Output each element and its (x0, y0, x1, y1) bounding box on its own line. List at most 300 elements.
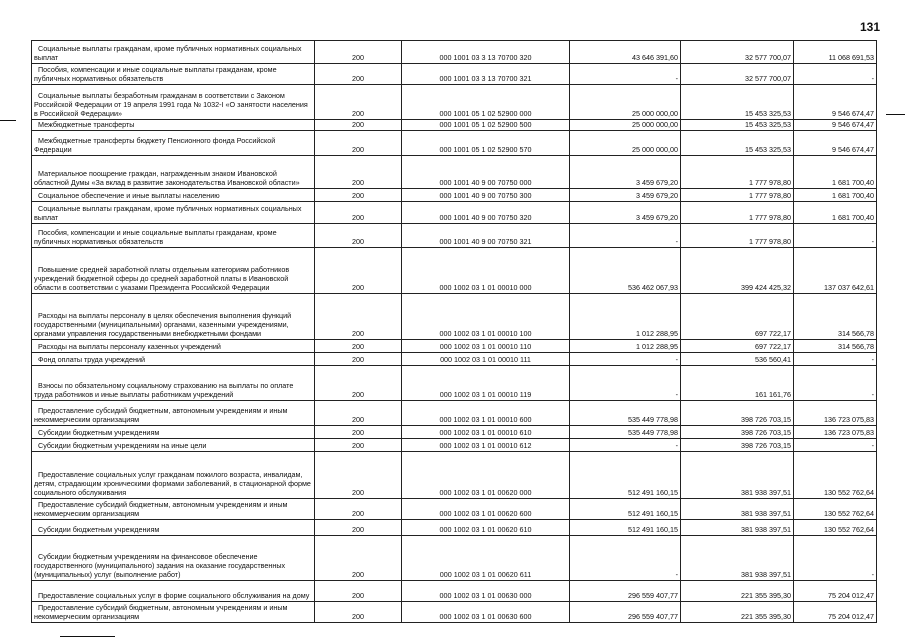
row-approved-cell (570, 120, 681, 130)
row-executed-cell (681, 581, 794, 601)
row-approved-cell (570, 340, 681, 352)
table-row (32, 156, 877, 189)
cell-text: 000 1001 05 1 02 52900 500 (439, 120, 532, 129)
cell-text: Предоставление субсидий бюджетным, автономным учреждениям и иным некоммерческим организациям (34, 406, 288, 424)
row-remaining-cell (794, 536, 877, 580)
row-code-cell (315, 202, 402, 223)
cell-text: 11 068 691,53 (828, 53, 874, 62)
cell-text: 9 546 674,47 (832, 120, 874, 129)
cell-text: 296 559 407,77 (628, 612, 678, 621)
row-remaining-cell (794, 452, 877, 498)
cell-text: - (675, 355, 678, 364)
cell-text: 000 1002 03 1 01 00010 110 (439, 342, 532, 351)
cell-text: 200 (352, 120, 364, 129)
cell-text: 512 491 160,15 (628, 509, 678, 518)
row-classification-cell (402, 602, 570, 622)
cell-text: 200 (352, 283, 364, 292)
cell-text: 1 012 288,95 (636, 329, 678, 338)
row-executed-cell (681, 156, 794, 188)
cell-text: 200 (352, 390, 364, 399)
cell-text: Предоставление субсидий бюджетным, автономным учреждениям и иным некоммерческим организациям (34, 500, 288, 518)
row-remaining-cell (794, 156, 877, 188)
row-name-cell (32, 340, 315, 352)
cell-text: 130 552 762,64 (824, 488, 874, 497)
cell-text: 512 491 160,15 (628, 488, 678, 497)
table-row (32, 294, 877, 340)
table-row (32, 85, 877, 120)
cell-text: 000 1002 03 1 01 00010 600 (439, 415, 532, 424)
cell-text: 000 1001 03 3 13 70700 321 (439, 74, 532, 83)
cell-text: 200 (352, 441, 364, 450)
scan-mark-right (886, 114, 905, 115)
row-executed-cell (681, 520, 794, 535)
cell-text: 000 1002 03 1 01 00010 111 (440, 355, 531, 364)
cell-text: 000 1001 05 1 02 52900 570 (439, 145, 532, 154)
row-executed-cell (681, 366, 794, 400)
cell-text: 130 552 762,64 (824, 509, 874, 518)
row-remaining-cell (794, 499, 877, 519)
row-classification-cell (402, 520, 570, 535)
cell-text: Фонд оплаты труда учреждений (38, 355, 146, 364)
row-remaining-cell (794, 401, 877, 425)
cell-text: 15 453 325,53 (745, 145, 791, 154)
cell-text: 314 566,78 (838, 342, 874, 351)
row-remaining-cell (794, 426, 877, 438)
cell-text: Субсидии бюджетным учреждениям (38, 428, 160, 437)
cell-text: 3 459 679,20 (636, 213, 678, 222)
cell-text: 32 577 700,07 (745, 74, 791, 83)
row-approved-cell (570, 439, 681, 451)
row-classification-cell (402, 202, 570, 223)
cell-text: 512 491 160,15 (628, 525, 678, 534)
row-remaining-cell (794, 120, 877, 130)
row-approved-cell (570, 452, 681, 498)
cell-text: Социальные выплаты безработным гражданам в соответствии с Законом Российской Федерации от 19 апреля 1991 года № 1032-I «О занятости населения в Российской Федерации» (34, 91, 308, 118)
cell-text: 000 1002 03 1 01 00620 611 (439, 570, 532, 579)
row-executed-cell (681, 294, 794, 339)
row-name-cell (32, 248, 315, 293)
cell-text: 398 726 703,15 (741, 415, 791, 424)
row-code-cell (315, 64, 402, 84)
cell-text: 200 (352, 612, 364, 621)
row-approved-cell (570, 581, 681, 601)
row-name-cell (32, 131, 315, 155)
budget-table (31, 40, 877, 623)
row-remaining-cell (794, 248, 877, 293)
row-remaining-cell (794, 294, 877, 339)
row-approved-cell (570, 602, 681, 622)
row-approved-cell (570, 426, 681, 438)
cell-text: 535 449 778,98 (628, 428, 678, 437)
row-remaining-cell (794, 439, 877, 451)
table-row (32, 120, 877, 131)
row-code-cell (315, 602, 402, 622)
row-classification-cell (402, 452, 570, 498)
row-executed-cell (681, 536, 794, 580)
cell-text: 381 938 397,51 (741, 570, 791, 579)
cell-text: Расходы на выплаты персоналу в целях обеспечения выполнения функций государственными (муниципальными) органами, казенными учреждениями, органами управления государственными внебюджетными фондами (34, 311, 292, 338)
cell-text: Межбюджетные трансферты бюджету Пенсионного фонда Российской Федерации (34, 136, 276, 154)
cell-text: 75 204 012,47 (828, 612, 874, 621)
cell-text: Субсидии бюджетным учреждениям на финансовое обеспечение государственного (муниципального) задания на оказание государственных (муниципальных) услуг (выполнение работ) (34, 552, 286, 579)
cell-text: 200 (352, 591, 364, 600)
row-name-cell (32, 452, 315, 498)
row-name-cell (32, 499, 315, 519)
row-remaining-cell (794, 520, 877, 535)
cell-text: 200 (352, 191, 364, 200)
cell-text: 296 559 407,77 (628, 591, 678, 600)
cell-text: 000 1001 05 1 02 52900 000 (439, 109, 532, 118)
row-name-cell (32, 426, 315, 438)
row-approved-cell (570, 189, 681, 201)
row-remaining-cell (794, 64, 877, 84)
cell-text: - (675, 390, 678, 399)
cell-text: 536 560,41 (755, 355, 791, 364)
row-executed-cell (681, 131, 794, 155)
row-executed-cell (681, 120, 794, 130)
row-classification-cell (402, 294, 570, 339)
row-classification-cell (402, 131, 570, 155)
cell-text: 1 681 700,40 (832, 191, 874, 200)
row-name-cell (32, 353, 315, 365)
row-name-cell (32, 401, 315, 425)
row-classification-cell (402, 340, 570, 352)
row-approved-cell (570, 248, 681, 293)
cell-text: 200 (352, 213, 364, 222)
cell-text: 000 1002 03 1 01 00010 119 (439, 390, 532, 399)
row-classification-cell (402, 353, 570, 365)
row-remaining-cell (794, 353, 877, 365)
row-executed-cell (681, 41, 794, 63)
cell-text: 697 722,17 (755, 329, 791, 338)
table-row (32, 536, 877, 581)
row-approved-cell (570, 85, 681, 119)
row-code-cell (315, 439, 402, 451)
cell-text: 381 938 397,51 (741, 509, 791, 518)
cell-text: 000 1002 03 1 01 00010 610 (439, 428, 532, 437)
table-row (32, 426, 877, 439)
cell-text: 381 938 397,51 (741, 488, 791, 497)
table-row (32, 401, 877, 426)
cell-text: 221 355 395,30 (741, 591, 791, 600)
row-approved-cell (570, 156, 681, 188)
row-remaining-cell (794, 224, 877, 247)
row-approved-cell (570, 131, 681, 155)
cell-text: 398 726 703,15 (741, 428, 791, 437)
table-row (32, 452, 877, 499)
row-approved-cell (570, 202, 681, 223)
cell-text: 200 (352, 237, 364, 246)
row-code-cell (315, 120, 402, 130)
row-classification-cell (402, 499, 570, 519)
row-name-cell (32, 156, 315, 188)
row-classification-cell (402, 439, 570, 451)
row-approved-cell (570, 353, 681, 365)
cell-text: 535 449 778,98 (628, 415, 678, 424)
table-row (32, 439, 877, 452)
cell-text: 200 (352, 488, 364, 497)
cell-text: 75 204 012,47 (828, 591, 874, 600)
cell-text: 200 (352, 355, 364, 364)
row-approved-cell (570, 401, 681, 425)
cell-text: - (675, 74, 678, 83)
cell-text: 200 (352, 342, 364, 351)
row-classification-cell (402, 64, 570, 84)
row-code-cell (315, 426, 402, 438)
table-row (32, 366, 877, 401)
cell-text: 32 577 700,07 (745, 53, 791, 62)
row-remaining-cell (794, 366, 877, 400)
row-name-cell (32, 294, 315, 339)
row-classification-cell (402, 189, 570, 201)
row-approved-cell (570, 64, 681, 84)
row-executed-cell (681, 499, 794, 519)
cell-text: Материальное поощрение граждан, награжденным знаком Ивановской областной Думы «За вклад в развитие законодательства Ивановской области» (34, 169, 300, 187)
row-executed-cell (681, 452, 794, 498)
row-classification-cell (402, 366, 570, 400)
cell-text: Пособия, компенсации и иные социальные выплаты гражданам, кроме публичных нормативных обязательств (34, 65, 277, 83)
row-name-cell (32, 366, 315, 400)
cell-text: 9 546 674,47 (832, 109, 874, 118)
table-row (32, 64, 877, 85)
cell-text: 15 453 325,53 (745, 120, 791, 129)
row-executed-cell (681, 189, 794, 201)
cell-text: Социальные выплаты гражданам, кроме публичных нормативных социальных выплат (34, 44, 302, 62)
row-remaining-cell (794, 340, 877, 352)
cell-text: 43 646 391,60 (632, 53, 678, 62)
table-row (32, 41, 877, 64)
row-remaining-cell (794, 602, 877, 622)
cell-text: - (871, 355, 874, 364)
row-code-cell (315, 581, 402, 601)
table-row (32, 224, 877, 248)
row-code-cell (315, 499, 402, 519)
row-approved-cell (570, 499, 681, 519)
cell-text: 200 (352, 109, 364, 118)
row-code-cell (315, 85, 402, 119)
page-number: 131 (860, 20, 881, 34)
row-code-cell (315, 366, 402, 400)
row-name-cell (32, 520, 315, 535)
cell-text: - (871, 570, 874, 579)
cell-text: - (675, 441, 678, 450)
row-code-cell (315, 41, 402, 63)
cell-text: 200 (352, 74, 364, 83)
row-executed-cell (681, 353, 794, 365)
row-code-cell (315, 536, 402, 580)
cell-text: 381 938 397,51 (741, 525, 791, 534)
row-code-cell (315, 353, 402, 365)
row-classification-cell (402, 581, 570, 601)
cell-text: Социальные выплаты гражданам, кроме публичных нормативных социальных выплат (34, 204, 302, 222)
cell-text: Межбюджетные трансферты (38, 120, 135, 129)
row-executed-cell (681, 426, 794, 438)
row-name-cell (32, 224, 315, 247)
row-name-cell (32, 439, 315, 451)
scan-mark-bottom (60, 636, 115, 637)
row-name-cell (32, 120, 315, 130)
row-classification-cell (402, 401, 570, 425)
table-row (32, 499, 877, 520)
cell-text: Предоставление субсидий бюджетным, автономным учреждениям и иным некоммерческим организациям (34, 603, 288, 621)
row-classification-cell (402, 85, 570, 119)
table-row (32, 248, 877, 294)
row-approved-cell (570, 520, 681, 535)
table-row (32, 340, 877, 353)
row-code-cell (315, 340, 402, 352)
cell-text: - (675, 237, 678, 246)
row-classification-cell (402, 41, 570, 63)
row-code-cell (315, 248, 402, 293)
row-name-cell (32, 581, 315, 601)
cell-text: 1 777 978,80 (749, 191, 791, 200)
cell-text: Предоставление социальных услуг в форме социального обслуживания на дому (38, 591, 310, 600)
cell-text: 200 (352, 53, 364, 62)
row-name-cell (32, 602, 315, 622)
cell-text: Субсидии бюджетным учреждениям на иные цели (38, 441, 207, 450)
scan-mark-left (0, 120, 16, 121)
row-executed-cell (681, 340, 794, 352)
row-executed-cell (681, 85, 794, 119)
cell-text: 200 (352, 145, 364, 154)
row-remaining-cell (794, 202, 877, 223)
cell-text: 3 459 679,20 (636, 178, 678, 187)
cell-text: 1 681 700,40 (832, 178, 874, 187)
row-name-cell (32, 85, 315, 119)
cell-text: 200 (352, 178, 364, 187)
cell-text: 200 (352, 509, 364, 518)
row-remaining-cell (794, 41, 877, 63)
row-approved-cell (570, 536, 681, 580)
cell-text: 399 424 425,32 (741, 283, 791, 292)
cell-text: 000 1002 03 1 01 00630 600 (439, 612, 532, 621)
cell-text: 000 1001 40 9 00 70750 000 (439, 178, 532, 187)
row-approved-cell (570, 294, 681, 339)
cell-text: 000 1002 03 1 01 00010 000 (439, 283, 532, 292)
row-executed-cell (681, 401, 794, 425)
cell-text: 000 1001 40 9 00 70750 320 (439, 213, 532, 222)
cell-text: 000 1001 40 9 00 70750 321 (439, 237, 532, 246)
row-remaining-cell (794, 131, 877, 155)
row-approved-cell (570, 41, 681, 63)
cell-text: 000 1002 03 1 01 00630 000 (439, 591, 532, 600)
row-code-cell (315, 189, 402, 201)
cell-text: 314 566,78 (838, 329, 874, 338)
row-approved-cell (570, 224, 681, 247)
cell-text: 536 462 067,93 (628, 283, 678, 292)
row-name-cell (32, 202, 315, 223)
cell-text: - (871, 441, 874, 450)
cell-text: 000 1002 03 1 01 00620 000 (439, 488, 532, 497)
cell-text: 9 546 674,47 (832, 145, 874, 154)
row-executed-cell (681, 64, 794, 84)
cell-text: - (871, 74, 874, 83)
cell-text: Взносы по обязательному социальному страхованию на выплаты по оплате труда работников и иные выплаты работникам учреждений (34, 381, 294, 399)
table-row (32, 202, 877, 224)
cell-text: 3 459 679,20 (636, 191, 678, 200)
row-executed-cell (681, 224, 794, 247)
cell-text: - (871, 237, 874, 246)
row-classification-cell (402, 536, 570, 580)
row-code-cell (315, 401, 402, 425)
table-row (32, 520, 877, 536)
row-code-cell (315, 131, 402, 155)
cell-text: 000 1002 03 1 01 00620 600 (439, 509, 532, 518)
cell-text: Пособия, компенсации и иные социальные выплаты гражданам, кроме публичных нормативных обязательств (34, 228, 277, 246)
row-name-cell (32, 64, 315, 84)
row-executed-cell (681, 602, 794, 622)
row-code-cell (315, 452, 402, 498)
row-executed-cell (681, 439, 794, 451)
cell-text: 1 777 978,80 (749, 178, 791, 187)
cell-text: - (675, 570, 678, 579)
cell-text: Субсидии бюджетным учреждениям (38, 525, 160, 534)
row-approved-cell (570, 366, 681, 400)
cell-text: 15 453 325,53 (745, 109, 791, 118)
cell-text: 161 161,76 (755, 390, 791, 399)
cell-text: 200 (352, 329, 364, 338)
row-code-cell (315, 520, 402, 535)
cell-text: 1 777 978,80 (749, 237, 791, 246)
cell-text: 136 723 075,83 (824, 428, 874, 437)
row-remaining-cell (794, 581, 877, 601)
cell-text: 200 (352, 415, 364, 424)
cell-text: Социальное обеспечение и иные выплаты населению (38, 191, 220, 200)
table-row (32, 189, 877, 202)
row-remaining-cell (794, 189, 877, 201)
cell-text: 200 (352, 428, 364, 437)
table-row (32, 353, 877, 366)
row-code-cell (315, 294, 402, 339)
row-remaining-cell (794, 85, 877, 119)
cell-text: 221 355 395,30 (741, 612, 791, 621)
cell-text: 000 1001 40 9 00 70750 300 (439, 191, 532, 200)
cell-text: - (871, 390, 874, 399)
row-name-cell (32, 536, 315, 580)
cell-text: 130 552 762,64 (824, 525, 874, 534)
row-classification-cell (402, 120, 570, 130)
table-row (32, 131, 877, 156)
cell-text: 25 000 000,00 (632, 109, 678, 118)
cell-text: 25 000 000,00 (632, 120, 678, 129)
cell-text: 1 012 288,95 (636, 342, 678, 351)
cell-text: 398 726 703,15 (741, 441, 791, 450)
cell-text: 000 1001 03 3 13 70700 320 (439, 53, 532, 62)
cell-text: 25 000 000,00 (632, 145, 678, 154)
cell-text: 1 777 978,80 (749, 213, 791, 222)
row-classification-cell (402, 426, 570, 438)
cell-text: 000 1002 03 1 01 00010 100 (439, 329, 532, 338)
cell-text: 697 722,17 (755, 342, 791, 351)
row-classification-cell (402, 248, 570, 293)
table-row (32, 602, 877, 623)
cell-text: 200 (352, 525, 364, 534)
cell-text: Предоставление социальных услуг гражданам пожилого возраста, инвалидам, детям, страдающим хроническими формами заболеваний, в стационарной форме социального обслуживания (34, 470, 311, 497)
cell-text: 000 1002 03 1 01 00620 610 (439, 525, 532, 534)
table-row (32, 581, 877, 602)
cell-text: Повышение средней заработной платы отдельным категориям работников учреждений бюджетной сферы до средней заработной платы в Ивановской области в соответствии с указами Президента Российской Федерации (34, 265, 290, 292)
cell-text: 136 723 075,83 (824, 415, 874, 424)
row-code-cell (315, 156, 402, 188)
row-executed-cell (681, 202, 794, 223)
row-name-cell (32, 41, 315, 63)
row-classification-cell (402, 156, 570, 188)
row-name-cell (32, 189, 315, 201)
cell-text: 200 (352, 570, 364, 579)
cell-text: 000 1002 03 1 01 00010 612 (439, 441, 532, 450)
cell-text: 137 037 642,61 (824, 283, 874, 292)
cell-text: Расходы на выплаты персоналу казенных учреждений (38, 342, 221, 351)
